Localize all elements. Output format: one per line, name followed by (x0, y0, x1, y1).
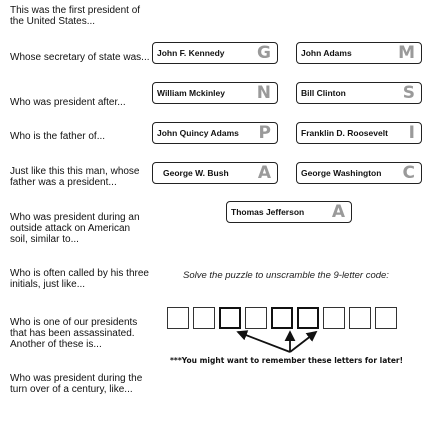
puzzle-instruction: Solve the puzzle to unscramble the 9-letter code: (183, 270, 389, 281)
card-letter: P (258, 122, 271, 143)
card-letter: N (256, 82, 271, 103)
card-letter: I (408, 122, 415, 143)
code-box-7[interactable] (323, 307, 345, 329)
clue-9: Who was president during the turn over of a century, like... (10, 373, 143, 395)
card-letter: C (402, 162, 415, 183)
card-george-washington[interactable] (296, 162, 422, 184)
card-letter: S (402, 82, 415, 103)
card-letter: A (257, 162, 271, 183)
code-box-3[interactable] (219, 307, 241, 329)
card-name: Franklin D. Roosevelt (301, 128, 388, 138)
clue-6: Who was president during an outside attack on American soil, similar to... (10, 212, 140, 245)
card-name: John Quincy Adams (157, 128, 239, 138)
card-name: John Adams (301, 48, 352, 58)
clue-7: Who is often called by his three initials, just like... (10, 268, 149, 290)
card-george-w-bush[interactable] (152, 162, 278, 184)
clue-1: This was the first president of the United States... (10, 5, 141, 27)
card-letter: M (398, 42, 415, 63)
code-answer-row (167, 307, 397, 329)
code-box-2[interactable] (193, 307, 215, 329)
pointer-arrows-icon (230, 328, 340, 356)
clue-2: Whose secretary of state was... (10, 52, 150, 63)
code-box-9[interactable] (375, 307, 397, 329)
card-name: Bill Clinton (301, 88, 346, 98)
code-box-4[interactable] (245, 307, 267, 329)
code-box-6[interactable] (297, 307, 319, 329)
remember-note: ***You might want to remember these letters for later! (170, 356, 404, 365)
clue-8: Who is one of our presidents that has been assassinated. Another of these is... (10, 317, 138, 350)
card-name: William Mckinley (157, 88, 225, 98)
card-letter: G (257, 42, 271, 63)
clue-5: Just like this this man, whose father was a president... (10, 166, 140, 188)
code-box-1[interactable] (167, 307, 189, 329)
card-john-adams[interactable] (296, 42, 422, 64)
card-name: John F. Kennedy (157, 48, 225, 58)
card-john-quincy-adams[interactable] (152, 122, 278, 144)
card-thomas-jefferson[interactable] (226, 201, 352, 223)
card-franklin-d-roosevelt[interactable] (296, 122, 422, 144)
code-box-5[interactable] (271, 307, 293, 329)
card-william-mckinley[interactable] (152, 82, 278, 104)
card-letter: A (331, 201, 345, 222)
card-bill-clinton[interactable] (296, 82, 422, 104)
card-name: George W. Bush (163, 168, 229, 178)
code-box-8[interactable] (349, 307, 371, 329)
card-name: George Washington (301, 168, 382, 178)
card-john-f-kennedy[interactable] (152, 42, 278, 64)
clue-4: Who is the father of... (10, 131, 106, 142)
card-name: Thomas Jefferson (231, 207, 305, 217)
clue-3: Who was president after... (10, 97, 126, 108)
